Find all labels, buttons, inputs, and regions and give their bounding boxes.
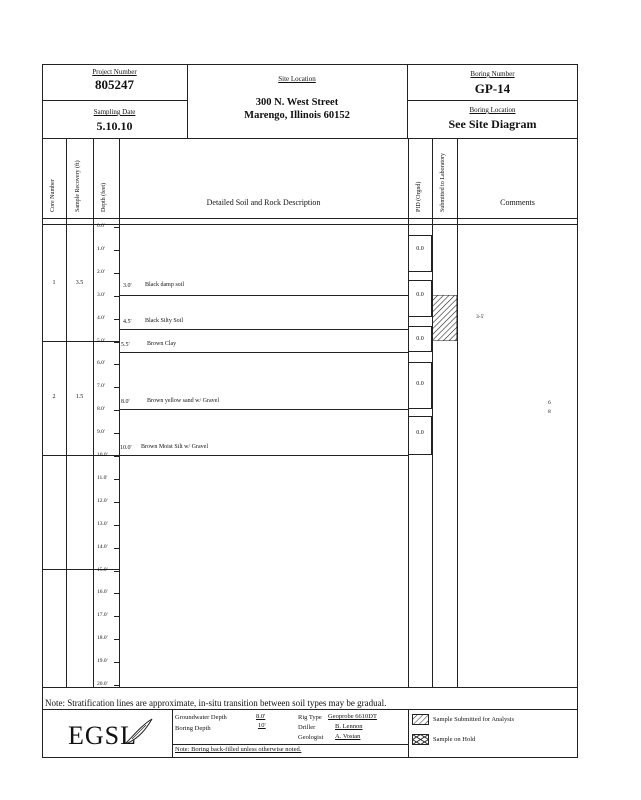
geologist-label: Geologist [298,734,324,741]
depth-tick-label: 10.0' [97,452,108,458]
depth-tick-mark [114,364,119,365]
sampling-date-label: Sampling Date [93,108,136,116]
depth-tick-label: 20.0' [97,681,108,687]
depth-tick-label: 7.0' [97,383,105,390]
depth-tick-mark [114,227,119,228]
layer-depth-2: 4.5' [123,319,132,325]
core-number-1: 1 [52,280,56,286]
stratification-note: Note: Stratification lines are approximate, in-situ transition between soil types may be gradual. [45,698,387,708]
depth-tick-mark [114,342,119,343]
depth-tick-mark [114,685,119,686]
depth-header: Depth (feet) [101,182,107,212]
sampling-date: 5.10.10 [96,119,133,133]
layer-depth-1: 3.0' [123,283,132,289]
depth-tick-label: 9.0' [97,429,105,436]
column-header-double-line [42,224,578,225]
driller-label: Driller [298,724,316,731]
pid-box-2 [408,280,432,317]
rig-type: Geoprobe 6610DT [328,713,377,720]
pid-header: PID (Orgnd) [416,181,422,212]
description-header: Detailed Soil and Rock Description [206,198,321,207]
depth-tick-label: 3.0' [97,291,105,298]
col-line-core [66,138,67,687]
header-right-mid-line [407,100,578,101]
column-header-bottom-line [42,218,578,219]
depth-tick-label: 6.0' [97,360,105,367]
comment-note-1: 6 [548,400,551,406]
col-line-pid-right [432,138,433,687]
depth-tick-mark [114,479,119,480]
depth-tick-mark [114,616,119,617]
depth-tick-mark [114,410,119,411]
comments-header: Comments [500,198,535,207]
backfill-note: Note: Boring back-filled unless otherwise noted. [175,746,302,753]
depth-tick-label: 16.0' [97,589,108,596]
core-number-2: 2 [52,394,56,400]
depth-tick-mark [114,319,119,320]
layer-depth-3: 5.5' [121,342,130,348]
header-bottom-line [42,138,578,139]
depth-tick-mark [114,502,119,503]
col-line-pid-left [408,138,409,687]
footer-backfill-line [172,744,408,745]
boring-location-label: Boring Location [469,106,516,114]
site-address-line1: 300 N. West Street [255,97,339,108]
boring-location: See Site Diagram [448,117,537,131]
boring-number: GP-14 [474,81,511,96]
layer-depth-4: 8.0' [121,399,130,405]
company-logo [68,721,137,751]
depth-tick-label: 11.0' [97,474,108,481]
depth-tick-label: 18.0' [97,635,108,642]
site-address-line2: Marengo, Illinois 60152 [244,110,350,121]
rig-type-label: Rig Type [298,714,322,721]
footer-top-line [42,687,578,688]
layer-line-4-5ft [119,329,408,330]
layer-depth-5: 10.0' [120,445,132,451]
feather-icon [124,717,154,745]
depth-tick-label: 8.0' [97,406,105,413]
col-line-depth [119,138,120,687]
depth-tick-label: 1.0' [97,245,105,252]
depth-tick-label: 13.0' [97,520,108,527]
depth-tick-mark [114,433,119,434]
pid-reading-2: 0.0 [416,292,424,298]
depth-tick-label: 5.0' [97,337,105,344]
legend-submitted-swatch [412,714,429,725]
pid-reading-5: 0.0 [416,430,424,436]
footer-note-line [42,709,578,710]
boring-depth-label: Boring Depth [175,725,211,732]
layer-line-5-5ft [119,352,408,353]
layer-description-1: Black damp soil [145,282,184,288]
core-row-line-1 [42,341,119,342]
groundwater-depth-label: Groundwater Depth [175,714,227,721]
depth-tick-label: 12.0' [97,497,108,504]
groundwater-depth: 8.0' [256,713,266,720]
company-name: EGSL [68,721,137,750]
submitted-header: Submitted to Laboratory [440,153,446,212]
depth-tick-mark [114,250,119,251]
depth-tick-mark [114,639,119,640]
core-number-header: Core Number [50,179,56,212]
footer-divider-legend [408,709,409,758]
pid-reading-4: 0.0 [416,381,424,387]
pid-box-1 [408,235,432,272]
core-recovery-2: 1.5 [75,394,84,400]
core-recovery-1: 3.5 [75,280,84,286]
depth-tick-label: 17.0' [97,612,108,619]
layer-description-3: Brown Clay [147,341,177,347]
col-line-recovery [93,138,94,687]
boring-log-form [42,64,578,758]
legend-hold-swatch [412,734,429,745]
project-number: 805247 [95,77,134,92]
depth-tick-mark [114,662,119,663]
sample-recovery-header: Sample Recovery (ft) [75,160,81,212]
pid-reading-3: 0.0 [416,336,424,342]
pid-reading-1: 0.0 [416,246,424,252]
legend-submitted-label: Sample Submitted for Analysis [433,716,515,723]
depth-tick-label: 0.0' [97,223,105,229]
project-number-label: Project Number [92,68,137,76]
depth-tick-label: 19.0' [97,658,108,665]
depth-tick-mark [114,525,119,526]
layer-description-5: Brown Moist Silt w/ Gravel [141,444,208,450]
depth-tick-mark [114,593,119,594]
header-left-mid-line [42,100,187,101]
layer-line-8ft [119,409,408,410]
boring-number-label: Boring Number [470,70,515,78]
comment-sample-depth: 3-5' [476,314,485,320]
depth-tick-label: 4.0' [97,314,105,321]
depth-tick-mark [114,273,119,274]
geologist: A. Vostan [335,733,361,740]
layer-line-3ft [119,295,408,296]
col-line-submitted-right [457,138,458,687]
depth-tick-mark [114,548,119,549]
depth-tick-mark [114,456,119,457]
depth-tick-mark [114,387,119,388]
driller: B. Lennon [335,723,363,730]
layer-description-2: Black Silty Soil [145,318,184,324]
depth-tick-mark [114,571,119,572]
boring-depth: 10' [258,722,266,729]
submitted-sample-hatch [432,295,457,341]
depth-tick-label: 2.0' [97,268,105,275]
comment-note-2: 8 [548,409,551,415]
footer-divider-logo [172,709,173,758]
layer-description-4: Brown yellow sand w/ Gravel [147,398,219,404]
site-location-label: Site Location [278,75,316,83]
legend-hold-label: Sample on Hold [433,736,476,743]
depth-tick-label: 14.0' [97,543,108,550]
depth-tick-label: 15.0' [97,566,108,573]
